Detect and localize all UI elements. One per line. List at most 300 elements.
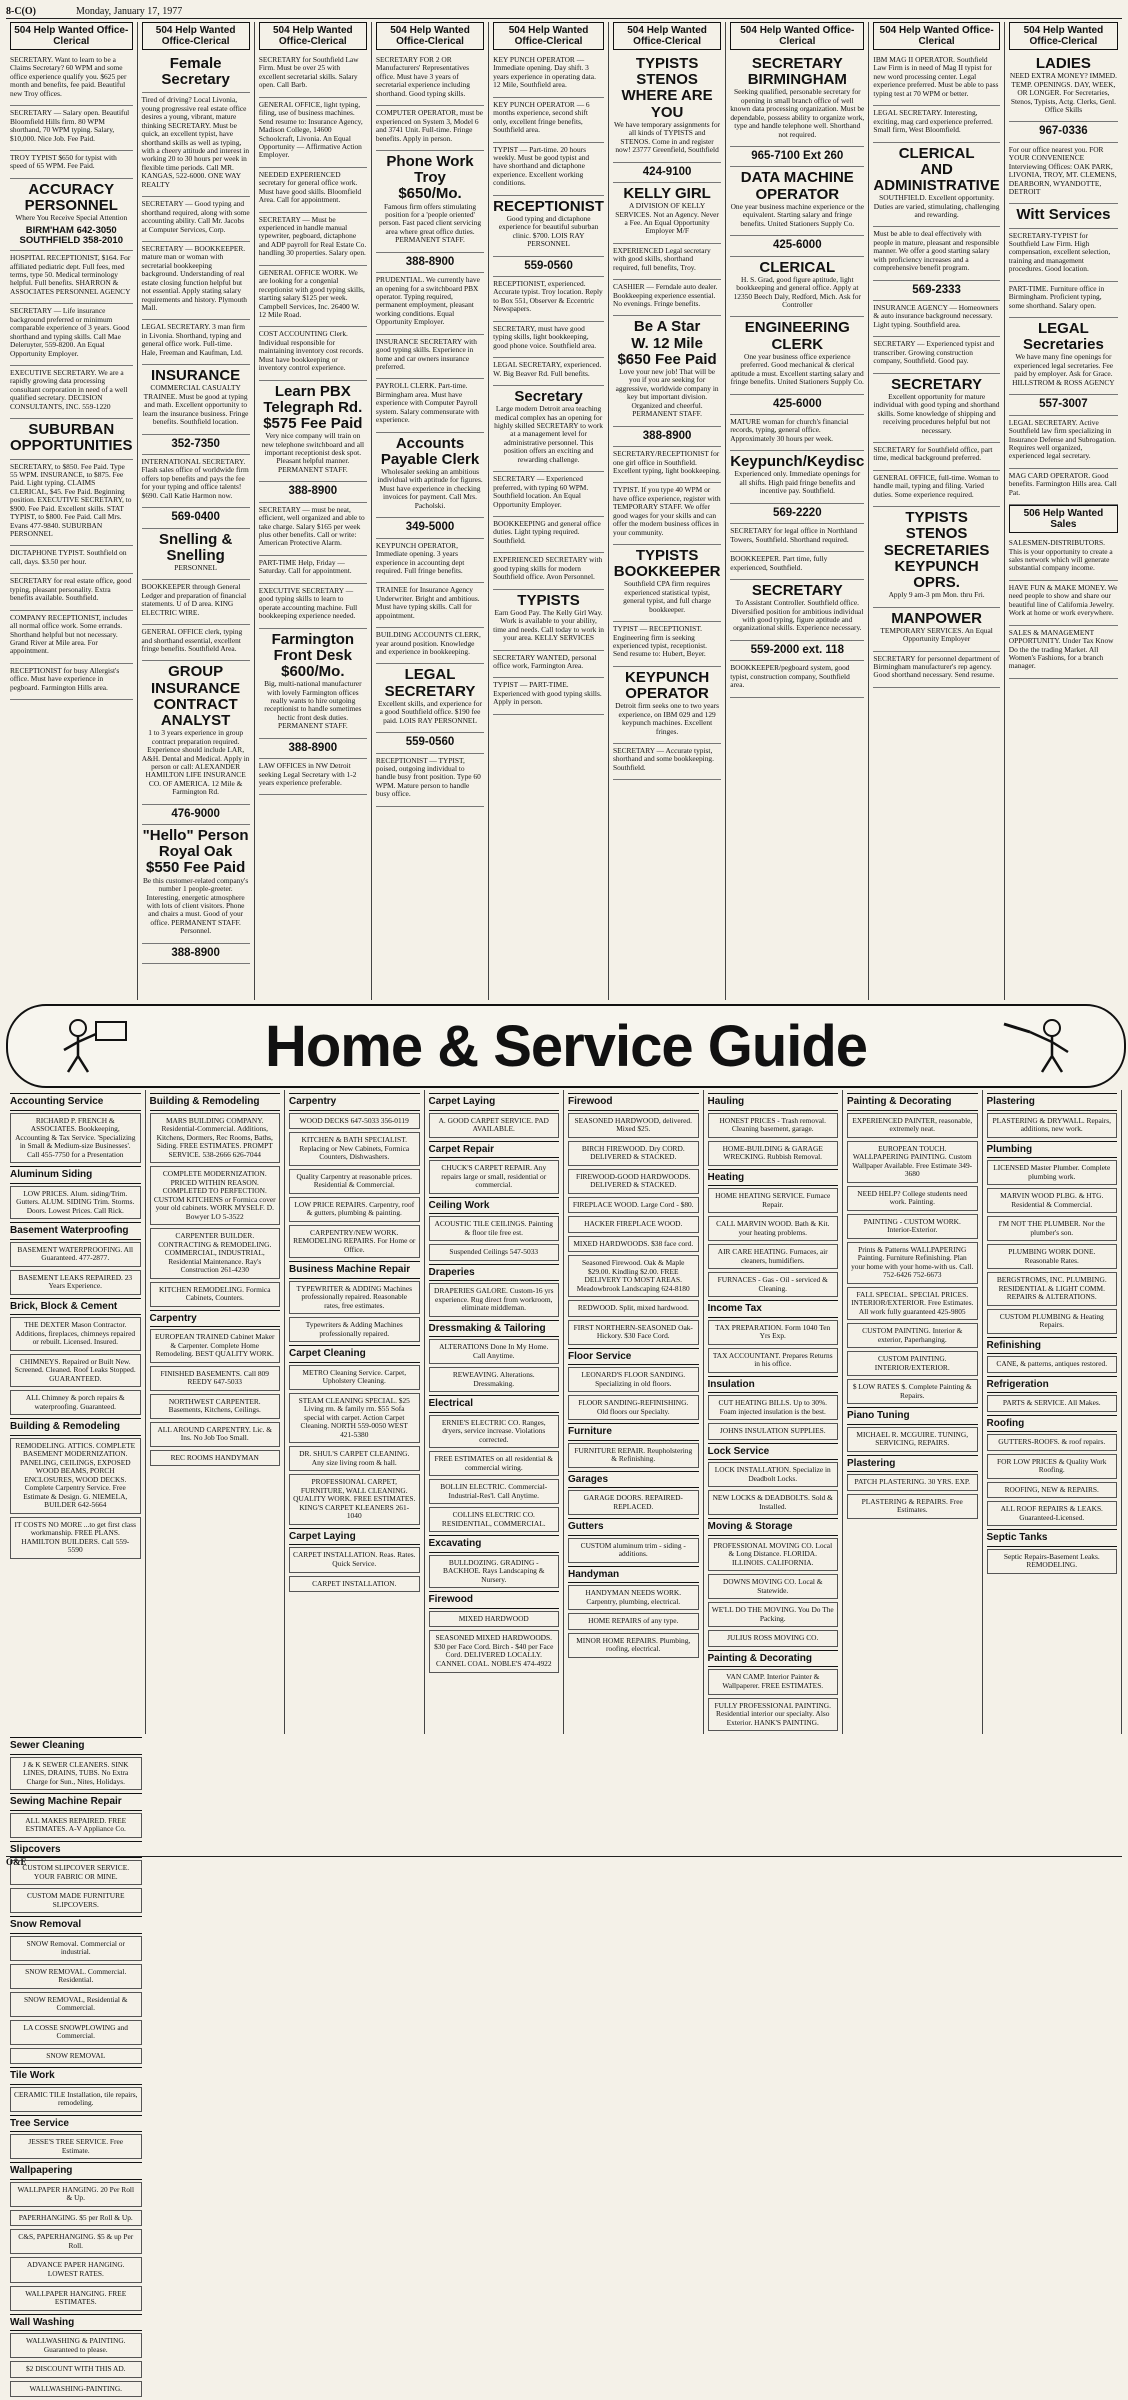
classified-ad	[730, 317, 864, 394]
classified-ad	[142, 93, 250, 197]
classified-ad	[259, 213, 367, 266]
service-listing: ALL AROUND CARPENTRY. Lic. & Ins. No Job Too Small.	[150, 1422, 281, 1447]
service-listing: Quality Carpentry at reasonable prices. Residential & Commercial.	[289, 1169, 420, 1194]
classified-ad	[730, 257, 864, 318]
service-listing: KITCHEN & BATH SPECIALIST. Replacing or New Cabinets, Formica Counters, Dishwashers.	[289, 1132, 420, 1166]
category-header: Brick, Block & Cement	[10, 1298, 141, 1316]
service-listing: TAX PREPARATION. Form 1040 Ten Yrs Exp.	[708, 1320, 839, 1345]
service-listing: AIR CARE HEATING. Furnaces, air cleaners, humidifiers.	[708, 1244, 839, 1269]
category-header: Carpentry	[289, 1093, 420, 1111]
ad-phone: 388-8900	[642, 429, 692, 442]
category-header: Snow Removal	[10, 1916, 142, 1934]
classified-ad	[259, 266, 367, 328]
ad-headline: Troy	[414, 169, 446, 187]
classified-ad	[873, 106, 999, 142]
service-listing: PARTS & SERVICE. All Makes.	[987, 1395, 1118, 1412]
classified-ad	[259, 759, 367, 795]
classified-ad	[730, 641, 864, 661]
classified-ad	[1009, 204, 1118, 228]
classified-ad	[613, 163, 721, 183]
service-listing: ROOFING, NEW & REPAIRS.	[987, 1482, 1118, 1499]
category-header: Carpet Laying	[429, 1093, 560, 1111]
ad-text: KEY PUNCH OPERATOR — 6 months experience, second shift only, excellent fringe benefits, Southfield area.	[493, 99, 590, 135]
ad-text: RECEPTIONIST for busy Allergist's office. Must have experience in pegboard. Farmington Hills area.	[10, 665, 120, 692]
ad-phone: 569-2333	[912, 283, 961, 296]
guide-column	[843, 1090, 983, 1734]
service-listing: MARVIN WOOD PLBG. & HTG. Residential & Commercial.	[987, 1188, 1118, 1213]
ad-headline: MANPOWER	[891, 609, 983, 627]
ad-phone: 424-9100	[642, 165, 692, 178]
classified-ad	[613, 447, 721, 483]
ad-headline: SECRETARY	[384, 682, 476, 700]
ad-text: BOOKKEEPER/pegboard system, good typist, construction company, Southfield area.	[730, 663, 850, 690]
classified-ad	[142, 455, 250, 508]
ad-headline: ENGINEERING	[744, 319, 850, 337]
ad-headline: Secretary	[514, 387, 583, 405]
ad-text: SECRETARY-TYPIST for Southfield Law Firm. High compensation, excellent selection, training and management procedures. Good location.	[1008, 230, 1111, 274]
classified-ad	[259, 584, 367, 629]
ad-body: Be this customer-related company's number 1 people-greeter. Interesting, energetic atmosphere with lots of client visitors. Phone and chairs a must. Good of your office. PERMANENT STAFF. Personnel.	[142, 875, 249, 936]
ad-body: Detroit firm seeks one to two years experience, on IBM 029 and 129 keypunch machines. Excellent fringes.	[615, 701, 720, 736]
ad-text: TRAINEE for Insurance Agency Underwriter. Bright and ambitious. Must have typing skills. Call for appointment.	[375, 585, 480, 620]
ad-headline: STENOS	[905, 525, 968, 543]
service-listing: PLASTERING & DRYWALL. Repairs, additions, new work.	[987, 1113, 1118, 1138]
service-listing: COMPLETE MODERNIZATION. PRICED WITHIN REASON. COMPLETED TO PERFECTION. CUSTOM KITCHENS or Formica cover your old cabinets. WORK MYSELF. D. Bowyer LO 5-3522	[150, 1166, 281, 1225]
service-listing: FALL SPECIAL. SPECIAL PRICES. INTERIOR/EXTERIOR. Free Estimates. All work fully guaranteed 425-9805	[847, 1287, 978, 1321]
ad-headline: ACCURACY	[28, 180, 115, 198]
ad-headline: SECRETARY	[751, 55, 843, 72]
classified-ad	[730, 552, 864, 580]
classified-ad	[259, 327, 367, 380]
ad-text: HOSPITAL RECEPTIONIST, $164. For affiliated pediatric dept. Full fees, med terms, type 50. Medical terminology helpful. Full benefits. SHARRON & ASSOCIATES PERSONNEL AGENCY	[10, 253, 131, 296]
ad-phone: 557-3007	[1039, 398, 1088, 411]
service-listing: PATCH PLASTERING. 30 YRS. EXP.	[847, 1474, 978, 1491]
classified-ad	[613, 744, 721, 780]
classified-ad	[376, 151, 484, 253]
ad-headline: DATA MACHINE	[740, 169, 854, 187]
service-listing: PLASTERING & REPAIRS. Free Estimates.	[847, 1494, 978, 1519]
classified-ad	[10, 53, 133, 106]
ad-phone: 349-5000	[405, 521, 455, 534]
service-listing: MIXED HARDWOODS. $38 face cord.	[568, 1236, 699, 1253]
service-listing: FIRST NORTHERN-SEASONED Oak-Hickory. $30 Face Cord.	[568, 1320, 699, 1345]
ad-text: MATURE woman for church's financial records, typing, general office. Approximately 30 hours per week.	[730, 416, 849, 443]
classified-ad	[259, 629, 367, 739]
ad-headline: KELLY GIRL	[623, 184, 711, 202]
category-header: Draperies	[429, 1264, 560, 1282]
service-listing: JULIUS ROSS MOVING CO.	[708, 1630, 839, 1647]
ad-headline: Phone Work	[386, 152, 474, 170]
category-header: Hauling	[708, 1093, 839, 1111]
help-wanted-column	[609, 22, 726, 1000]
classified-ad	[10, 151, 133, 179]
category-header: Gutters	[568, 1518, 699, 1536]
ad-text: KEY PUNCH OPERATOR — Immediate opening. Day shift. 3 years experience in operating data. 12 Mile, Southfield area.	[493, 55, 596, 90]
classified-ad	[1009, 282, 1118, 318]
category-header: Heating	[708, 1169, 839, 1187]
ad-headline: Farmington	[271, 630, 355, 648]
classified-ad	[142, 242, 250, 321]
service-listing: MARS BUILDING COMPANY. Residential-Commercial. Additions, Kitchens, Dormers, Rec Rooms, Baths, Siding. FREE ESTIMATES. PROMPT SERVICE. 538-2666 626-7044	[150, 1113, 281, 1164]
ad-headline: PERSONNEL	[24, 197, 118, 214]
column-header: 504 Help Wanted Office-Clerical	[10, 22, 133, 50]
classified-ad	[142, 197, 250, 242]
classified-ad	[142, 625, 250, 661]
ad-text: SECRETARY for legal office in Northland Towers, Southfield. Shorthand required.	[730, 526, 858, 544]
service-listing: C&S, PAPERHANGING. $5 & up Per Roll.	[10, 2229, 142, 2254]
service-listing: WALLWASHING & PAINTING. Guaranteed to please.	[10, 2333, 142, 2358]
classified-ad	[613, 483, 721, 545]
category-header: Refinishing	[987, 1337, 1118, 1355]
guide-column	[6, 1090, 146, 1734]
category-header: Piano Tuning	[847, 1407, 978, 1425]
category-header: Painting & Decorating	[847, 1093, 978, 1111]
service-listing: EUROPEAN TRAINED Cabinet Maker & Carpenter. Complete Home Remodeling. BEST QUALITY WORK.	[150, 1329, 281, 1363]
ad-headline: W. 12 Mile	[631, 334, 703, 352]
ad-phone: BIRM'HAM 642-3050	[25, 224, 117, 236]
guide-column	[425, 1090, 565, 1734]
ad-body: PERSONNEL	[174, 562, 217, 572]
service-listing: GARAGE DOORS. REPAIRED-REPLACED.	[568, 1490, 699, 1515]
classified-ad	[493, 196, 604, 257]
ad-body: One year business machine experience or the equivalent. Starting salary and fringe benefits. United Stationers Supply Co.	[730, 201, 864, 228]
service-listing: BOLLIN ELECTRIC. Commercial-Industrial-Res'l. Call Anytime.	[429, 1479, 560, 1504]
classified-ad	[10, 251, 133, 304]
category-header: Ceiling Work	[429, 1197, 560, 1215]
classified-ad	[376, 539, 484, 584]
category-header: Wall Washing	[10, 2314, 142, 2332]
ad-text: SALESMEN-DISTRIBUTORS. This is your opportunity to create a sales network which will generate substantial company income.	[1008, 538, 1113, 573]
ad-phone: 569-2220	[772, 506, 822, 519]
ad-headline: LEGAL	[404, 666, 456, 684]
ad-headline: GROUP INSURANCE	[151, 663, 241, 697]
classified-ad	[142, 661, 250, 804]
category-header: Lock Service	[708, 1443, 839, 1461]
ad-body: Southfield CPA firm requires experienced statistical typist, general typist, and full charge bookkeeper.	[623, 579, 712, 614]
ad-headline: SUBURBAN	[28, 421, 115, 439]
classified-ad	[493, 277, 604, 322]
classified-ad	[873, 374, 999, 443]
service-listing: BASEMENT WATERPROOFING. All Guaranteed. 477-2877.	[10, 1242, 141, 1267]
column-header: 504 Help Wanted Office-Clerical	[259, 22, 367, 50]
category-header: Dressmaking & Tailoring	[429, 1320, 560, 1338]
ad-text: TYPIST — RECEPTIONIST. Engineering firm is seeking experienced typist, receptionist. Send resume to: Hubert, Beyer.	[612, 624, 707, 659]
service-listing: WALLPAPER HANGING. FREE ESTIMATES.	[10, 2286, 142, 2311]
ad-text: PAYROLL CLERK. Part-time. Birmingham area. Must have experience with Computer Payroll system. Salary commensurate with experience.	[375, 381, 479, 425]
ad-body: Seeking qualified, personable secretary for opening in small branch office of well known data processing organization. Must be dependable, possess ability to organize work, type and handle telephone well. Shorthand not required.	[730, 87, 865, 139]
classified-ad	[142, 825, 250, 944]
classified-ad	[613, 667, 721, 744]
service-listing: FINISHED BASEMENTS. Call 809 REEDY 647-5033	[150, 1366, 281, 1391]
section-header: 506 Help Wanted Sales	[1009, 505, 1118, 533]
classified-ad	[493, 98, 604, 143]
ad-headline: OPERATOR	[625, 685, 709, 703]
category-header: Roofing	[987, 1415, 1118, 1433]
service-listing: CUSTOM MADE FURNITURE SLIPCOVERS.	[10, 1888, 142, 1913]
classified-ad	[376, 379, 484, 432]
service-listing: RICHARD P. FRENCH & ASSOCIATES. Bookkeeping, Accounting & Tax Service. 'Specializing in Small & Medium-size Businesses'. Call 455-7750 for a Presentation	[10, 1113, 141, 1164]
service-listing: MIXED HARDWOOD	[429, 1611, 560, 1628]
guide-column	[564, 1090, 704, 1734]
ad-text: GENERAL OFFICE WORK. We are looking for a congenial receptionist with good typing skills, starting salary $125 per week. Campbell Services, Inc. 26400 W. 12 Mile Road.	[258, 267, 365, 319]
ad-text: SECRETARY — Good typing and shorthand required, along with some accounting ability. Call Mr. Jacobs at Computer Services, Corp.	[141, 199, 250, 234]
classified-ad	[873, 337, 999, 373]
category-header: Firewood	[568, 1093, 699, 1111]
page-number: 8-C(O)	[6, 5, 36, 17]
ad-phone: 388-8900	[288, 485, 338, 498]
classified-ad	[10, 574, 133, 610]
help-wanted-column	[1005, 22, 1122, 1000]
classified-ad	[873, 443, 999, 471]
classified-ad	[493, 143, 604, 196]
ad-headline: KEYPUNCH	[624, 668, 710, 686]
service-listing: DOWNS MOVING CO. Local & Statewide.	[708, 1574, 839, 1599]
classified-ad	[376, 53, 484, 106]
ad-text: SECRETARY — BOOKKEEPER. mature man or woman with secretarial bookkeeping background. Understanding of real estate closing function helpful but not essential. Apply stating salary requirements and history. Plymouth Mall.	[141, 243, 247, 312]
classified-ad	[376, 754, 484, 807]
classified-ad	[613, 244, 721, 280]
category-header: Wallpapering	[10, 2162, 142, 2180]
service-listing: HACKER FIREPLACE WOOD.	[568, 1216, 699, 1233]
service-listing: SNOW REMOVAL, Residential & Commercial.	[10, 1992, 142, 2017]
classified-ad	[613, 183, 721, 244]
ad-headline: $600/Mo.	[281, 662, 345, 680]
ad-headline: CLERICAL	[898, 144, 975, 162]
category-header: Plumbing	[987, 1141, 1118, 1159]
service-listing: FOR LOW PRICES & Quality Work Roofing.	[987, 1454, 1118, 1479]
classified-ad	[1009, 318, 1118, 395]
ad-text: LEGAL SECRETARY. Active Southfield law firm specializing in Insurance Defense and Subrogation. Requires well organized, experienced legal secretary.	[1008, 417, 1116, 461]
category-header: Electrical	[429, 1395, 560, 1413]
classified-ad	[873, 608, 999, 652]
classified-ad	[142, 435, 250, 455]
classified-ad	[1009, 395, 1118, 415]
ad-phone: 352-7350	[171, 437, 220, 450]
ad-text: SECRETARY — Experienced typist and transcriber. Growing construction company, Southfield. Good pay.	[873, 339, 995, 366]
ad-headline: INSURANCE	[151, 367, 241, 385]
category-header: Accounting Service	[10, 1093, 141, 1111]
ad-text: For our office nearest you. FOR YOUR CONVENIENCE Interviewing Offices: OAK PARK, LIVONIA, TROY, MT. CLEMENS, DEARBORN, WYANDOTTE, DETROIT	[1008, 144, 1117, 196]
ad-body: Famous firm offers stimulating position for a 'people oriented' person. Fast paced client servicing area where great office duties. PERMANENT STAFF.	[379, 201, 482, 245]
ad-headline: RECEPTIONIST	[493, 197, 604, 215]
ad-text: DICTAPHONE TYPIST. Southfield on call, days. $3.50 per hour.	[10, 548, 127, 566]
service-listing: JESSE'S TREE SERVICE. Free Estimate.	[10, 2134, 142, 2159]
service-listing: $2 DISCOUNT WITH THIS AD.	[10, 2361, 142, 2378]
service-listing: CHIMNEYS. Repaired or Built New. Screened. Cleaned. Roof Leaks Stopped. GUARANTEED.	[10, 1354, 141, 1388]
category-header: Carpet Repair	[429, 1141, 560, 1159]
service-listing: PAPERHANGING. $5 per Roll & Up.	[10, 2210, 142, 2227]
classified-ad	[730, 415, 864, 451]
classified-ad	[376, 664, 484, 733]
classified-ad	[730, 661, 864, 697]
ad-phone: 476-9000	[171, 807, 220, 820]
column-header: 504 Help Wanted Office-Clerical	[493, 22, 604, 50]
ad-body: 1 to 3 years experience in group contract preparation required. Experience should include LAR, A&H. Dental and Medical. Apply in person or call: ALEXANDER HAMILTON LIFE INSURANCE CO. OF AMERICA. 12 Mile & Farmington Rd.	[141, 728, 250, 797]
ad-text: SECRETARY WANTED, personal office work, Farmington Area.	[493, 652, 597, 670]
service-listing: TYPEWRITER & ADDING Machines professionally repaired. Reasonable rates, free estimates.	[289, 1281, 420, 1315]
guide-column	[6, 1734, 146, 2400]
classified-ad	[730, 451, 864, 504]
classified-ad	[873, 507, 999, 607]
ad-body: Where You Receive Special Attention	[15, 213, 128, 223]
guide-column	[704, 1090, 844, 1734]
ad-headline: Female Secretary	[161, 55, 230, 89]
ad-headline: Keypunch/Keydisc	[730, 453, 865, 471]
classified-ad	[259, 98, 367, 168]
ad-phone: 559-2000 ext. 118	[750, 643, 844, 656]
category-header: Aluminum Siding	[10, 1166, 141, 1184]
classified-ad	[493, 472, 604, 517]
category-header: Tree Service	[10, 2115, 142, 2133]
classified-ad	[613, 280, 721, 316]
classified-ad	[493, 590, 604, 651]
service-listing: J & K SEWER CLEANERS. SINK LINES, DRAINS, TUBS. No Extra Charge for Sun., Nites, Holidays.	[10, 1757, 142, 1791]
service-listing: EUROPEAN TOUCH. WALLPAPERING PAINTING. Custom Wallpaper Available. Free Estimate 349-3680	[847, 1141, 978, 1183]
service-listing: WALLPAPER HANGING. 20 Per Roll & Up.	[10, 2182, 142, 2207]
service-listing: NEED HELP? College students need work. Painting.	[847, 1186, 978, 1211]
ad-text: SECRETARY, must have good typing skills, light bookkeeping, good phone voice. Southfield area.	[493, 323, 597, 350]
ad-body: To Assistant Controller. Southfield office. Diversified position for ambitious individual with good typing, figure aptitude and organizational skills. Experience necessary.	[731, 598, 864, 633]
service-listing: FLOOR SANDING-REFINISHING. Old floors our Specialty.	[568, 1395, 699, 1420]
service-listing: BULLDOZING. GRADING - BACKHOE. Rays Landscaping & Nursery.	[429, 1555, 560, 1589]
classified-ad	[730, 504, 864, 524]
classified-ad	[730, 395, 864, 415]
service-listing: CUSTOM aluminum trim - siding - additions.	[568, 1538, 699, 1563]
classified-ad	[730, 580, 864, 641]
service-listing: WE'LL DO THE MOVING. You Do The Packing.	[708, 1602, 839, 1627]
ad-headline: $650 Fee Paid	[617, 350, 717, 368]
ad-phone: 425-6000	[772, 239, 822, 252]
ad-headline: CLERICAL	[759, 258, 836, 276]
classified-ad	[613, 427, 721, 447]
classified-ad	[1009, 122, 1118, 142]
service-listing: LA COSSE SNOWPLOWING and Commercial.	[10, 2020, 142, 2045]
ad-headline: TYPISTS	[517, 591, 580, 609]
footer-label: O&E	[6, 1857, 27, 1867]
page-footer	[6, 1856, 1122, 1869]
ad-text: TYPIST. If you type 40 WPM or have office experience, register with TEMPORARY STAFF. We offer good wages for your skills and can offer the modern business offices in your community.	[612, 485, 721, 537]
classified-ad	[376, 433, 484, 519]
ad-phone: 425-6000	[772, 397, 822, 410]
ad-body: Good typing and dictaphone experience for beautiful suburban clinic. $700. LOIS RAY PERSONNEL	[498, 213, 599, 249]
classified-ad	[142, 365, 250, 434]
ad-headline: BOOKKEEPER	[613, 563, 721, 581]
ad-text: GENERAL OFFICE, light typing, filing, use of business machines. Send resume to: Insurance Agency, Madison College, 14600 Schoolcraft, Livonia. An Equal Opportunity — Affirmative Action Employer.	[258, 99, 363, 160]
ad-text: LAW OFFICES in NW Detroit seeking Legal Secretary with 1-2 years experience preferable.	[258, 761, 357, 787]
ad-text: EXECUTIVE SECRETARY — good typing skills to learn to operate accounting machine. Full bookkeeping experience needed.	[258, 585, 358, 621]
ad-text: INSURANCE AGENCY — Homeowners & auto insurance background necessary. Light typing. Southfield area.	[873, 302, 999, 329]
service-listing: SNOW REMOVAL	[10, 2048, 142, 2065]
ad-headline: Be A Star	[633, 318, 701, 336]
service-listing: LEONARD'S FLOOR SANDING. Specializing in old floors.	[568, 1367, 699, 1392]
ad-headline: $650/Mo.	[398, 185, 462, 203]
ad-text: KEYPUNCH OPERATOR, Immediate opening. 3 years experience in accounting dept required. Full fringe benefits.	[375, 540, 465, 575]
classified-ad	[376, 253, 484, 273]
category-header: Painting & Decorating	[708, 1650, 839, 1668]
category-header: Excavating	[429, 1535, 560, 1553]
service-listing: CANE, & patterns, antiques restored.	[987, 1356, 1118, 1373]
classified-ad	[730, 524, 864, 552]
classified-ad	[730, 53, 864, 147]
ad-phone: 388-8900	[405, 255, 455, 268]
service-listing: WALLWASHING-PAINTING.	[10, 2381, 142, 2398]
classified-ad	[142, 320, 250, 365]
column-header: 504 Help Wanted Office-Clerical	[376, 22, 484, 50]
service-listing: TAX ACCOUNTANT. Prepares Returns in his office.	[708, 1348, 839, 1373]
category-header: Refrigeration	[987, 1376, 1118, 1394]
classified-ad	[1009, 469, 1118, 505]
service-listing: DR. SHUL'S CARPET CLEANING. Any size living room & hall.	[289, 1446, 420, 1471]
ad-body: Big, multi-national manufacturer with lovely Farmington offices really wants to hire outgoing receptionist to handle sometimes hectic front desk duties. PERMANENT STAFF.	[264, 679, 362, 731]
help-wanted-column	[6, 22, 138, 1000]
category-header: Carpet Laying	[289, 1528, 420, 1546]
classified-ad	[10, 546, 133, 574]
classified-ad	[1009, 416, 1118, 469]
service-listing: CALL MARVIN WOOD. Bath & Kit. your heating problems.	[708, 1216, 839, 1241]
service-listing: HANDYMAN NEEDS WORK. Carpentry, plumbing, electrical.	[568, 1585, 699, 1610]
classified-ad	[730, 167, 864, 236]
classified-ad	[493, 553, 604, 589]
ad-headline: TYPISTS	[635, 55, 699, 72]
service-listing: COLLINS ELECTRIC CO. RESIDENTIAL, COMMERCIAL.	[429, 1507, 560, 1532]
service-listing: CARPENTRY/NEW WORK. REMODELING REPAIRS. For Home or Office.	[289, 1225, 420, 1259]
service-listing: METRO Cleaning Service. Carpet, Upholstery Cleaning.	[289, 1365, 420, 1390]
service-listing: FURNITURE REPAIR. Reupholstering & Refinishing.	[568, 1443, 699, 1468]
classified-ad	[142, 529, 250, 581]
category-header: Income Tax	[708, 1300, 839, 1318]
ad-text: SECRETARY — Life insurance background preferred or minimum comparable experience of 3 years. Good shorthand and typing skills. Call Mae Deleruyter, 559-8200. An Equal Opportunity Employer.	[10, 306, 130, 358]
category-header: Insulation	[708, 1376, 839, 1394]
ad-body: We have temporary assignments for all kinds of TYPISTS and STENOS. Come in and register now! 23777 Greenfield, Southfield	[614, 119, 721, 155]
classified-ad	[142, 508, 250, 528]
ad-headline: Telegraph Rd.	[263, 398, 363, 416]
ad-headline: SECRETARIES	[883, 541, 990, 559]
service-listing: LICENSED Master Plumber. Complete plumbing work.	[987, 1160, 1118, 1185]
help-wanted-section	[6, 22, 1122, 1000]
ad-headline: ADMINISTRATIVE	[873, 176, 1000, 194]
service-listing: Suspended Ceilings 547-5033	[429, 1244, 560, 1261]
ad-headline: $550 Fee Paid	[146, 859, 246, 877]
ad-headline: LEGAL	[1037, 320, 1089, 338]
ad-text: EXPERIENCED Legal secretary with good skills, shorthand required, full benefits, Troy.	[612, 245, 711, 272]
service-listing: REDWOOD. Split, mixed hardwood.	[568, 1300, 699, 1317]
ad-phone: 559-0560	[524, 259, 573, 272]
classified-ad	[10, 179, 133, 251]
category-header: Sewer Cleaning	[10, 1737, 142, 1755]
service-listing: PROFESSIONAL CARPET, FURNITURE, WALL CLEANING. QUALITY WORK. FREE ESTIMATES. KING'S CARPET KLEANERS 261-1040	[289, 1474, 420, 1525]
ad-text: RECEPTIONIST, experienced. Accurate typist. Troy location. Reply to Box 551, Observer & Eccentric Newspapers.	[493, 279, 603, 314]
home-service-guide-banner	[6, 1004, 1126, 1088]
ad-text: Tired of driving? Local Livonia, young progressive real estate office desires a young, vibrant, mature thinking SECRETARY. Must be quick, an excellent typist, have shorthand skills as well as typing, with a cheery attitude and interest in working 20 to 30 hours per week in flexible time periods. Call MR. KANGAS, 522-6000. ONE WAY REALTY	[141, 95, 250, 189]
classified-ad	[493, 651, 604, 679]
service-listing: REWEAVING. Alterations. Dressmaking.	[429, 1367, 560, 1392]
service-listing: ALTERATIONS Done In My Home. Call Anytime.	[429, 1339, 560, 1364]
ad-text: LEGAL SECRETARY. Interesting, exciting, mag card experience preferred. Small firm, West Bloomfield.	[873, 108, 993, 135]
classified-ad	[10, 460, 133, 547]
classified-ad	[376, 106, 484, 151]
classified-ad	[142, 805, 250, 825]
ad-text: SECRETARY FOR 2 OR Manufacturers' Representatives office. Must have 3 years of secretarial experience including shorthand. Good typing skills.	[375, 55, 470, 98]
classified-ad	[1009, 53, 1118, 122]
ad-phone: 559-0560	[405, 736, 455, 749]
help-wanted-column	[372, 22, 489, 1000]
column-header: 504 Help Wanted Office-Clerical	[730, 22, 864, 50]
banner-title: Home & Service Guide	[264, 1013, 868, 1079]
ad-text: SECRETARY, to $850. Fee Paid. Type 55 WPM. INSURANCE, to $875. Fee Paid. Light typing. CLAIMS CLERICAL, $45. Fee Paid. Beginning position. EXECUTIVE SECRETARY, to $900. Fee Paid. Excellent skills. STAT TYPIST, to $800. Fee Paid. Call Mrs. Evans 477-9840. SUBURBAN PERSONNEL	[10, 461, 132, 538]
classified-ad	[376, 733, 484, 753]
service-listing: Septic Repairs-Basement Leaks. REMODELING.	[987, 1549, 1118, 1574]
ad-body: SOUTHFIELD. Excellent opportunity. Duties are varied, stimulating, challenging and rewarding.	[873, 193, 1000, 219]
